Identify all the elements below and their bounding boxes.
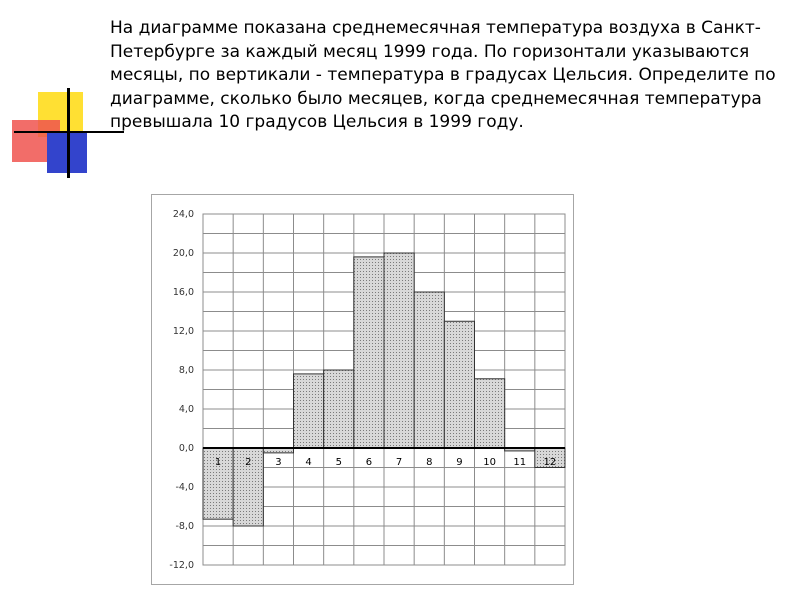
x-category-label: 10: [483, 457, 496, 468]
x-category-label: 1: [214, 457, 222, 468]
y-tick-label: 0,0: [178, 443, 194, 454]
x-category-label: 12: [543, 457, 557, 468]
bar-month-4: [294, 374, 324, 448]
y-tick-label: 8,0: [178, 365, 194, 376]
chart-frame: [151, 194, 574, 585]
x-category-label: 3: [275, 457, 282, 468]
bar-month-8: [414, 292, 444, 448]
x-category-label: 6: [365, 457, 373, 468]
x-category-label: 5: [335, 457, 342, 468]
bar-month-9: [444, 321, 474, 448]
x-category-label: 9: [456, 457, 463, 468]
x-category-label: 8: [426, 457, 433, 468]
bar-month-5: [324, 370, 354, 448]
x-category-label: 11: [513, 457, 527, 468]
bar-month-6: [354, 257, 384, 448]
question-text: На диаграмме показана среднемесячная температура воздуха в Санкт-Петербурге за каждый месяц 1999 года. По горизонтали указываются месяцы, по вертикали - температура в градусах Цельсия. Определите по диаграмме, сколько было месяцев, когда среднемесячная температура превышала 10 градусов Цельсия в 1999 году.: [110, 18, 776, 132]
y-tick-label: -4,0: [175, 482, 194, 493]
decor-vertical-line: [67, 88, 70, 178]
decor-horizontal-line: [14, 131, 124, 133]
y-tick-label: 12,0: [172, 326, 194, 337]
y-tick-label: -12,0: [169, 560, 194, 571]
y-tick-label: 4,0: [178, 404, 194, 415]
x-category-label: 4: [305, 457, 312, 468]
bar-month-7: [384, 253, 414, 448]
y-tick-label: 16,0: [172, 287, 194, 298]
y-tick-label: 24,0: [172, 209, 194, 220]
temperature-chart: [152, 195, 575, 586]
x-category-label: 7: [395, 457, 403, 468]
y-tick-label: -8,0: [175, 521, 194, 532]
bar-month-10: [475, 379, 505, 448]
x-category-label: 2: [245, 457, 252, 468]
y-tick-label: 20,0: [172, 248, 194, 259]
